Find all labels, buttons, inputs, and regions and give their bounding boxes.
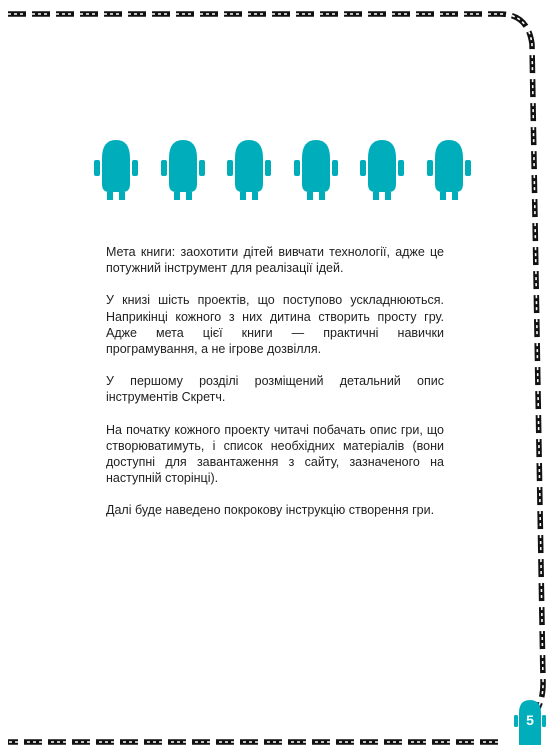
paragraph-projects: У книзі шість проектів, що поступово ускладнюються. Наприкінці кожного з них дитина створить просту гру. Адже мета цієї книги — практичні навички програмування, а не ігрове дозвілля. (106, 293, 444, 357)
paragraph-instructions: Далі буде наведено покрокову інструкцію створення гри. (106, 503, 435, 518)
page-number: 5 (526, 712, 534, 728)
robot-icon (157, 136, 209, 202)
body-text (106, 244, 444, 535)
robot-icon (356, 136, 408, 202)
paragraph-tools: У першому розділі розміщений детальний опис інструментів Скретч. (106, 374, 444, 405)
robot-icon (290, 136, 342, 202)
robot-icon (90, 136, 142, 202)
robot-icon (423, 136, 475, 202)
robot-icon (223, 136, 275, 202)
paragraph-materials: На початку кожного проекту читачі побачать опис гри, що створюватимуть, і список необхідних матеріалів (вони доступні для завантаження з сайту, зазначеного на наступній сторінці). (106, 422, 444, 486)
robot-icon-row (90, 136, 475, 206)
paragraph-purpose: Мета книги: заохотити дітей вивчати технології, адже це потужний інструмент для реалізації ідей. (106, 245, 444, 276)
